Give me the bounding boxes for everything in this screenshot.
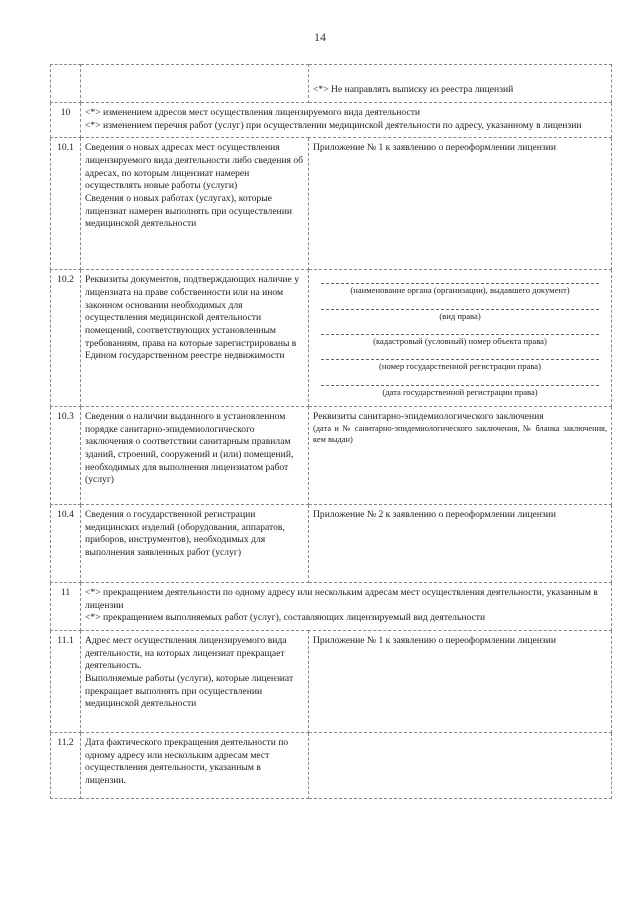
row-number: 11 <box>51 583 81 631</box>
stopped-services-label: Выполняемые работы (услуги), которые лицензиат прекращает выполнять при осуществлении медицинской деятельности <box>85 672 294 710</box>
right-type-field-line <box>321 300 599 310</box>
row-11-options <box>81 583 612 631</box>
table-row-10-3 <box>51 407 612 505</box>
row-number: 10 <box>51 103 81 138</box>
table-row-top <box>51 65 612 103</box>
row-10-1-appendix: Приложение № 1 к заявлению о переоформлении лицензии <box>309 138 612 270</box>
row-11-1-label <box>81 631 309 733</box>
stopped-addresses-label: Адрес мест осуществления лицензируемого вида деятельности, на которых лицензиат прекращает деятельность. <box>85 635 287 672</box>
row-number: 10.2 <box>51 270 81 407</box>
right-type-caption: (вид права) <box>439 310 481 321</box>
row-number: 10.4 <box>51 505 81 583</box>
registration-date-caption: (дата государственной регистрации права) <box>382 386 538 397</box>
row-10-4-appendix: Приложение № 2 к заявлению о переоформлении лицензии <box>309 505 612 583</box>
row-11-1-appendix: Приложение № 1 к заявлению о переоформлении лицензии <box>309 631 612 733</box>
row-number: 11.1 <box>51 631 81 733</box>
option-change-addresses: <*> изменением адресов мест осуществления лицензируемого вида деятельности <box>85 107 421 118</box>
option-stop-services: <*> прекращением выполняемых работ (услуг), составляющих лицензируемый вид деятельности <box>85 612 486 624</box>
row-11-2-label: Дата фактического прекращения деятельности по одному адресу или нескольким адресам мест осуществления деятельности, указанным в лицензии. <box>81 733 309 799</box>
cadastral-caption: (кадастровый (условный) номер объекта права) <box>373 336 547 346</box>
row-10-1-label <box>81 138 309 270</box>
row-number: 10.1 <box>51 138 81 270</box>
page-number: 14 <box>314 30 326 44</box>
new-services-label: Сведения о новых работах (услугах), которые лицензиат намерен выполнять при осуществлении медицинской деятельности <box>85 192 292 230</box>
row-10-3-details <box>309 407 612 505</box>
license-reissue-form-table <box>50 64 612 799</box>
option-stop-addresses: <*> прекращением деятельности по одному адресу или нескольким адресам мест осуществления деятельности, указанным в лицензии <box>85 587 598 611</box>
table-row-10 <box>51 103 612 138</box>
row-top-empty-cell <box>81 65 309 103</box>
option-change-services: <*> изменением перечня работ (услуг) при осуществлении медицинской деятельности по адресу, указанному в лицензии <box>85 119 582 131</box>
registration-number-caption: (номер государственной регистрации права) <box>379 361 541 372</box>
row-top-note: <*> Не направлять выписку из реестра лицензий <box>309 65 612 103</box>
row-10-options <box>81 103 612 138</box>
row-10-2-label: Реквизиты документов, подтверждающих наличие у лицензиата на праве собственности или на ином законном основании необходимых для осуществления медицинской деятельности помещений, соответствующих установленным требованиям, права на которые зарегистрированы в Едином государственном реестре недвижимости <box>81 270 309 407</box>
table-row-10-1 <box>51 138 612 270</box>
new-addresses-label: Сведения о новых адресах мест осуществления лицензируемого вида деятельности либо сведения об адресах, по которым лицензиат намерен осуществлять новые работы (услуги) <box>85 142 304 192</box>
row-number: 11.2 <box>51 733 81 799</box>
table-row-11-2 <box>51 733 612 799</box>
row-11-2-value-cell[interactable] <box>309 733 612 799</box>
table-row-11-1 <box>51 631 612 733</box>
cadastral-field-line <box>321 325 599 335</box>
sanitary-conclusion-caption: (дата и № санитарно-эпидемиологического заключения, № бланка заключения, кем выдан) <box>313 423 607 444</box>
registration-number-field-line <box>321 350 599 360</box>
row-number-empty <box>51 65 81 103</box>
table-row-10-4 <box>51 505 612 583</box>
table-row-11 <box>51 583 612 631</box>
row-10-2-fields <box>309 270 612 407</box>
issuer-caption: (наименование органа (организации), выдавшего документ) <box>350 285 570 296</box>
row-10-4-label: Сведения о государственной регистрации медицинских изделий (оборудования, аппаратов, приборов, инструментов), необходимых для выполнения заявленных работ (услуг) <box>81 505 309 583</box>
sanitary-conclusion-title: Реквизиты санитарно-эпидемиологического заключения <box>313 411 544 423</box>
row-10-3-label: Сведения о наличии выданного в установленном порядке санитарно-эпидемиологического заключения о соответствии санитарным правилам зданий, строений, сооружений и (или) помещений, необходимых для выполнения лицензиатом работ (услуг) <box>81 407 309 505</box>
table-row-10-2 <box>51 270 612 407</box>
issuer-field-line <box>321 274 599 284</box>
row-number: 10.3 <box>51 407 81 505</box>
registration-date-field-line <box>321 376 599 386</box>
